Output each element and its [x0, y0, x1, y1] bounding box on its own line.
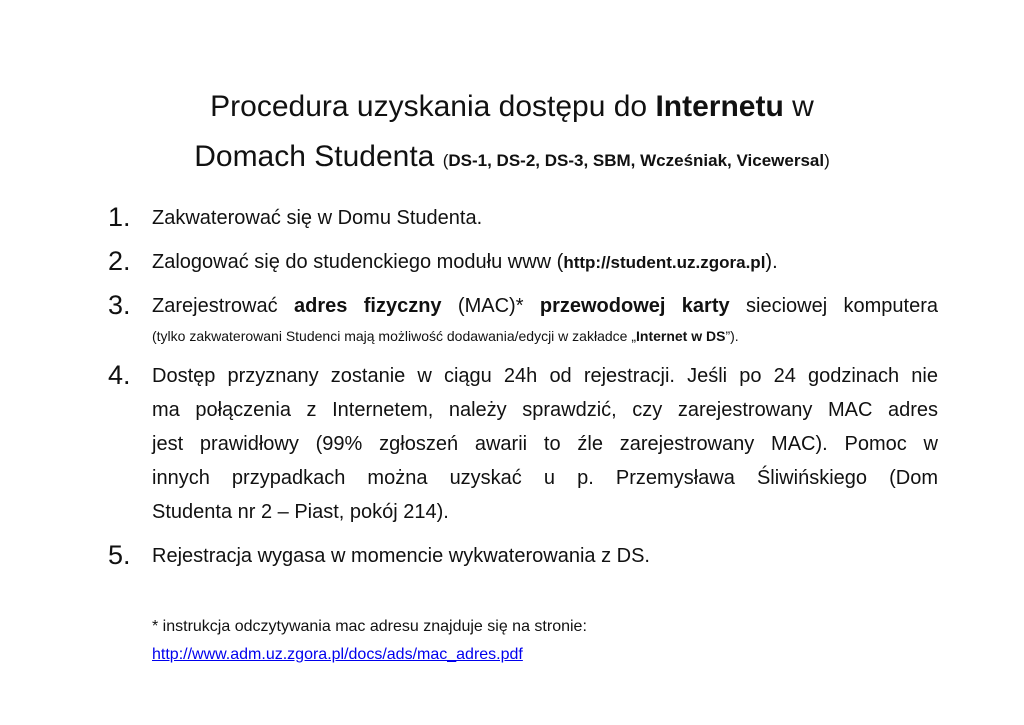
mac-address-instructions-link[interactable]: http://www.adm.uz.zgora.pl/docs/ads/mac_adres.pdf [152, 646, 523, 663]
emphasis-wired-card: przewodowej karty [539, 295, 730, 317]
list-item-text: Rejestracja wygasa w momencie wykwaterowania z DS. [152, 545, 650, 567]
paren-open: ( [442, 151, 449, 170]
footnote-link-row [152, 642, 523, 668]
note-text: (tylko zakwaterowani Studenci mają możliwość dodawania/edycji w zakładce „ [152, 328, 636, 344]
paragraph-line: ma połączenia z Internetem, należy sprawdzić, czy zarejestrowany MAC adres [152, 399, 938, 421]
dormitory-list: DS-1, DS-2, DS-3, SBM, Wcześniak, Vicewersal [448, 151, 825, 170]
title-text-end: w [783, 90, 814, 123]
list-item-text-part: Zalogować się do studenckiego modułu www ( [152, 251, 564, 273]
list-item-text [152, 289, 938, 323]
list-item-text [152, 245, 938, 280]
title-text: Procedura uzyskania dostępu do [210, 90, 656, 123]
list-item-number: 3. [108, 290, 131, 320]
list-item-number: 2. [108, 246, 131, 276]
paren-close: ) [824, 151, 830, 170]
paragraph-line: jest prawidłowy (99% zgłoszeń awarii to źle zarejestrowany MAC). Pomoc w [152, 433, 938, 455]
list-item-text-part: sieciowej komputera [729, 295, 939, 317]
footnote-text: * instrukcja odczytywania mac adresu znajduje się na stronie: [152, 618, 587, 635]
student-portal-url: http://student.uz.zgora.pl [563, 253, 766, 272]
emphasis-physical-address: adres fizyczny [293, 295, 442, 317]
note-text: ”). [725, 328, 739, 344]
list-item-number: 4. [108, 360, 131, 390]
list-item-number: 5. [108, 540, 131, 570]
paragraph-line: Studenta nr 2 – Piast, pokój 214). [152, 501, 449, 523]
list-item-text-part: Zarejestrować [152, 295, 294, 317]
list-item-text [152, 359, 938, 529]
list-item-note [152, 325, 938, 347]
title-text: Domach Studenta [194, 140, 443, 173]
title-bold-word: Internetu [655, 90, 784, 123]
list-item-text-part: ). [765, 251, 778, 273]
page-title-line-2 [0, 139, 1024, 179]
note-tab-name: Internet w DS [636, 328, 726, 344]
page-title-line-1 [0, 89, 1024, 125]
paragraph-line: innych przypadkach można uzyskać u p. Przemysława Śliwińskiego (Dom [152, 467, 938, 489]
list-item-text: Zakwaterować się w Domu Studenta. [152, 207, 483, 229]
paragraph-line: Dostęp przyznany zostanie w ciągu 24h od rejestracji. Jeśli po 24 godzinach nie [152, 365, 938, 387]
list-item-text-part: (MAC)* [441, 295, 540, 317]
list-item-number: 1. [108, 202, 131, 232]
